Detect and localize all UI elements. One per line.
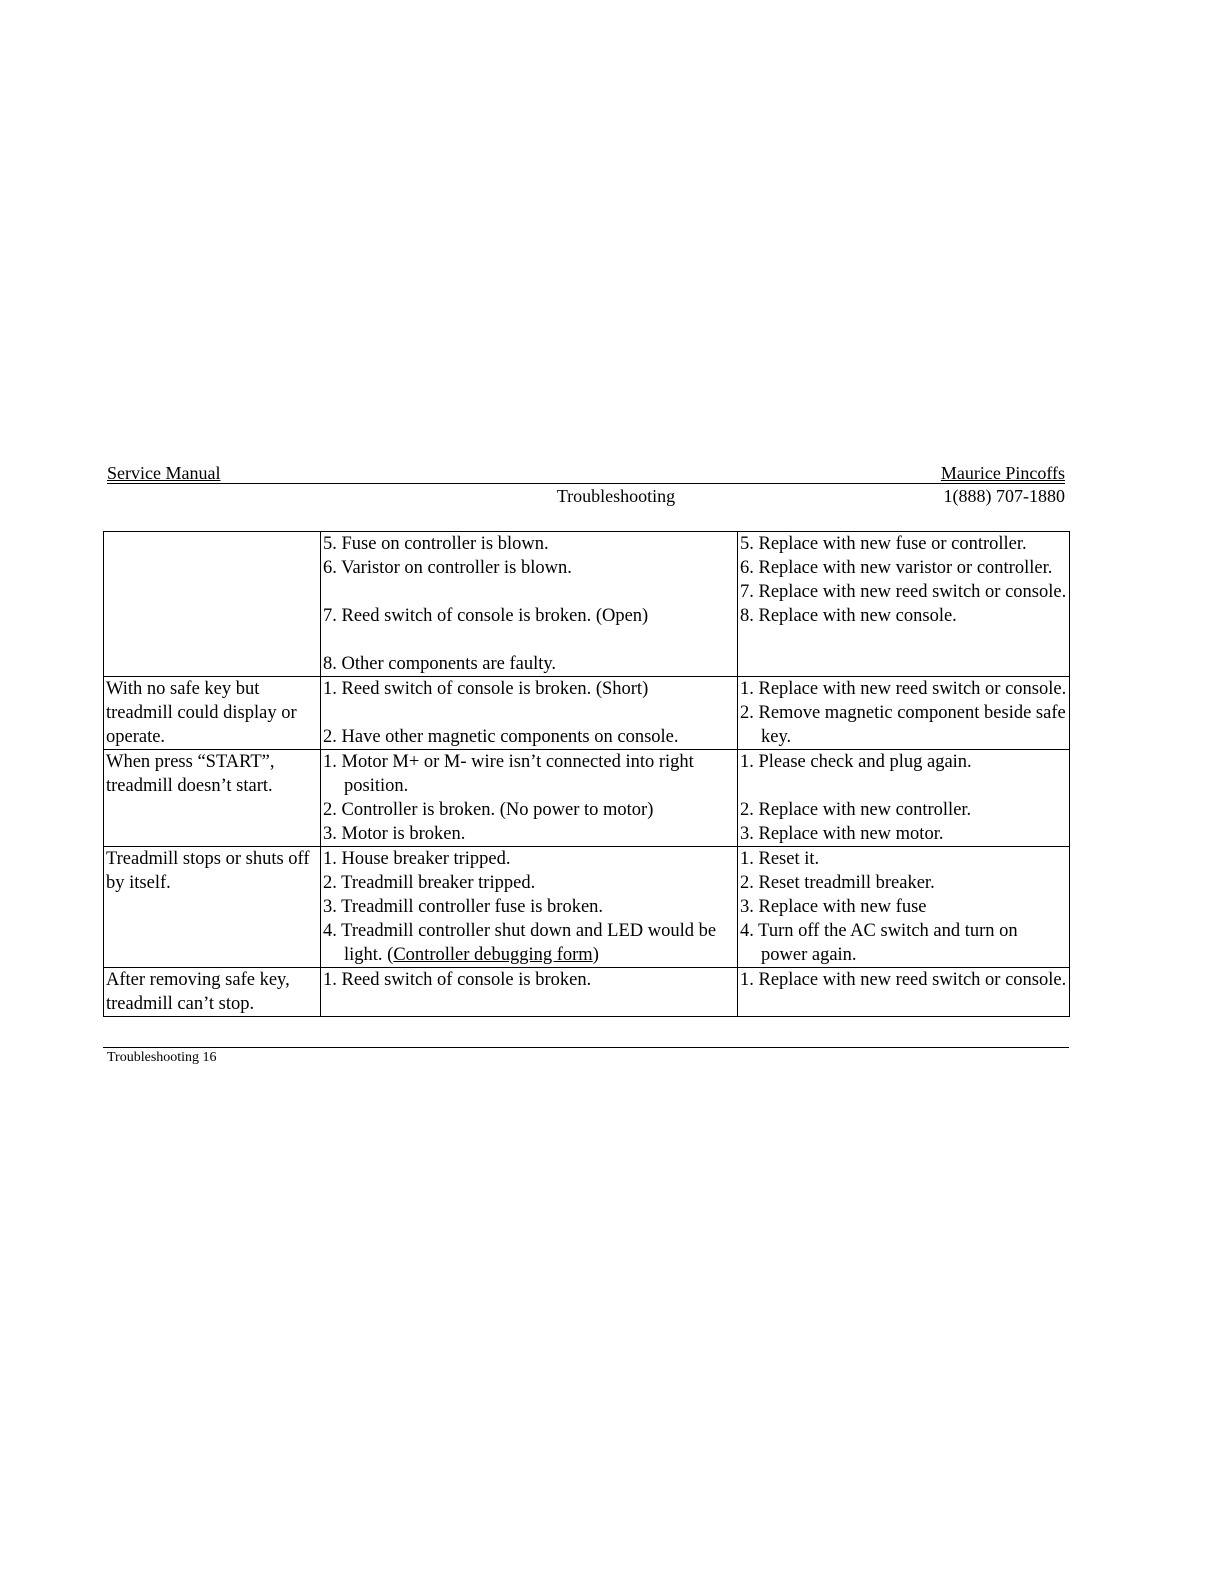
cause-item: 3. Motor is broken.	[323, 824, 466, 844]
solution-item: 7. Replace with new reed switch or console.	[740, 582, 1067, 602]
table-row	[104, 677, 1070, 750]
solution-cell	[738, 968, 1070, 1017]
solution-item: 6. Replace with new varistor or controller.	[740, 558, 1053, 578]
solution-item: 4. Turn off the AC switch and turn on power again.	[740, 921, 1018, 965]
phone-number: 1(888) 707-1880	[943, 486, 1065, 506]
page-footer: Troubleshooting 16	[107, 1050, 217, 1065]
table-row	[104, 968, 1070, 1017]
cause-cell	[321, 677, 738, 750]
cause-item: 8. Other components are faulty.	[323, 654, 557, 674]
symptom-cell: After removing safe key, treadmill can’t stop.	[104, 968, 321, 1017]
solution-item: 8. Replace with new console.	[740, 606, 957, 626]
symptom-cell: When press “START”, treadmill doesn’t start.	[104, 750, 321, 847]
page-header	[107, 462, 1065, 512]
cause-cell	[321, 968, 738, 1017]
company-name: Maurice Pincoffs	[940, 463, 1065, 483]
cause-cell	[321, 532, 738, 677]
manual-title: Service Manual	[107, 463, 221, 483]
solution-item: 5. Replace with new fuse or controller.	[740, 534, 1027, 554]
solution-cell	[738, 847, 1070, 968]
solution-item: 1. Please check and plug again.	[740, 752, 972, 772]
table-row	[104, 847, 1070, 968]
symptom-cell: Treadmill stops or shuts off by itself.	[104, 847, 321, 968]
solution-item: 3. Replace with new fuse	[740, 897, 927, 917]
cause-item: 1. Reed switch of console is broken. (Short)	[323, 679, 649, 699]
section-title: Troubleshooting	[556, 486, 676, 506]
cause-item: 2. Controller is broken. (No power to motor)	[323, 800, 654, 820]
cause-item: 1. Reed switch of console is broken.	[323, 970, 592, 990]
solution-item: 1. Replace with new reed switch or console.	[740, 679, 1067, 699]
solution-item: 2. Remove magnetic component beside safe key.	[740, 703, 1066, 747]
header-rule	[107, 483, 1065, 484]
solution-item: 1. Reset it.	[740, 849, 820, 869]
cause-item: 5. Fuse on controller is blown.	[323, 534, 549, 554]
cause-item: 2. Have other magnetic components on console.	[323, 727, 679, 747]
cause-cell	[321, 847, 738, 968]
table-row	[104, 750, 1070, 847]
symptom-cell	[104, 532, 321, 677]
solution-cell	[738, 677, 1070, 750]
cause-item: 4. Treadmill controller shut down and LED would be light. (Controller debugging form)	[323, 921, 717, 965]
solution-item: 1. Replace with new reed switch or console.	[740, 970, 1067, 990]
solution-item: 2. Reset treadmill breaker.	[740, 873, 935, 893]
solution-item: 3. Replace with new motor.	[740, 824, 944, 844]
troubleshooting-table	[103, 531, 1070, 1017]
cause-item: 2. Treadmill breaker tripped.	[323, 873, 536, 893]
cause-item: 1. Motor M+ or M- wire isn’t connected into right position.	[323, 752, 694, 796]
table-row	[104, 532, 1070, 677]
solution-item: 2. Replace with new controller.	[740, 800, 972, 820]
cause-item: 1. House breaker tripped.	[323, 849, 511, 869]
cause-item: 3. Treadmill controller fuse is broken.	[323, 897, 604, 917]
controller-debugging-form-link[interactable]: Controller debugging form	[393, 945, 593, 965]
cause-item: 6. Varistor on controller is blown.	[323, 558, 572, 578]
cause-item: 7. Reed switch of console is broken. (Open)	[323, 606, 649, 626]
symptom-cell: With no safe key but treadmill could display or operate.	[104, 677, 321, 750]
solution-cell	[738, 532, 1070, 677]
solution-cell	[738, 750, 1070, 847]
cause-cell	[321, 750, 738, 847]
footer-rule	[103, 1047, 1069, 1048]
